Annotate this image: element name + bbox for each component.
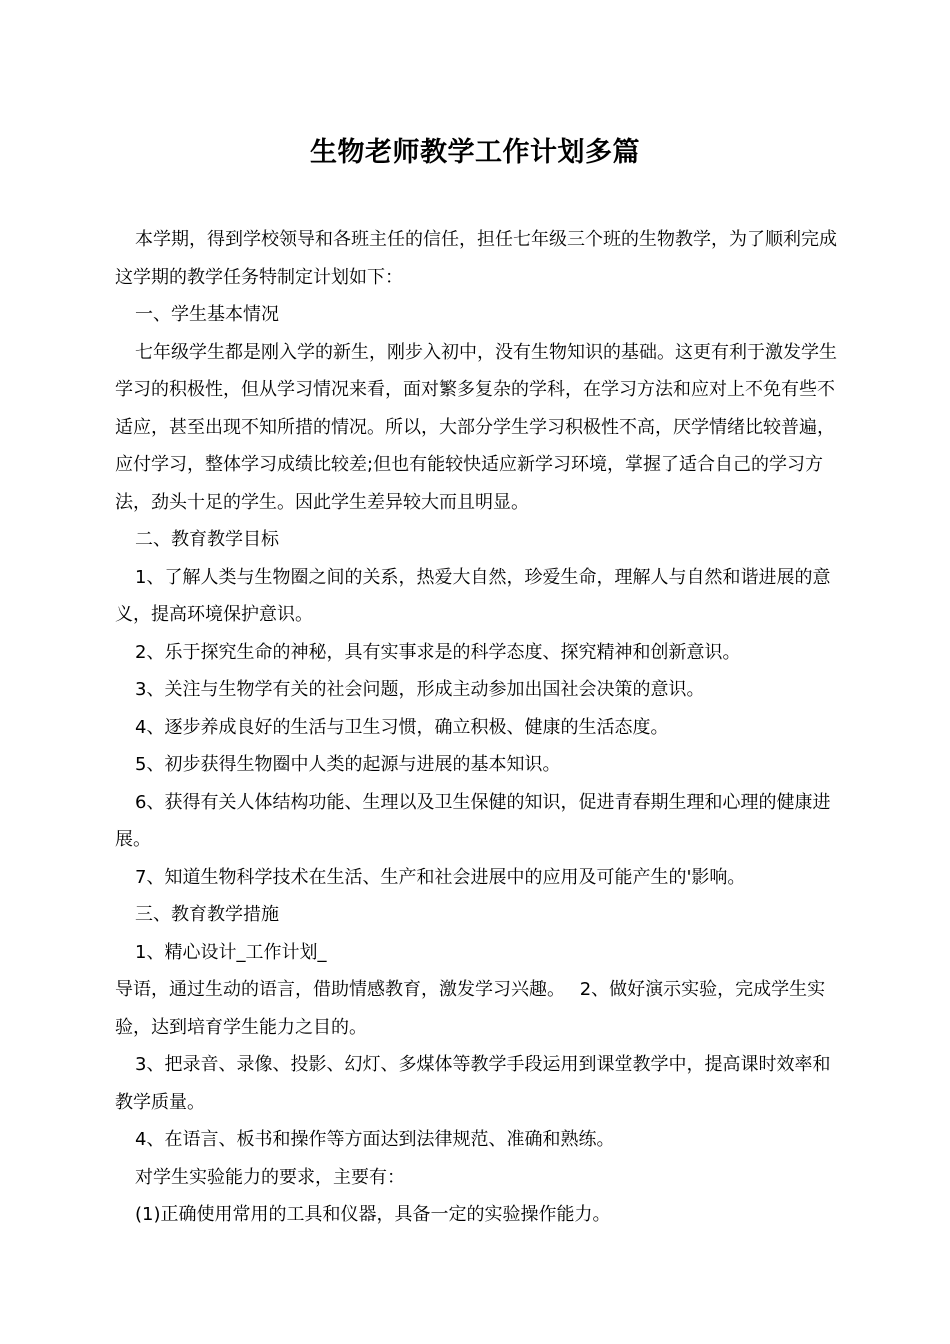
- document-paragraph: 对学生实验能力的要求，主要有：: [135, 1166, 405, 1188]
- document-paragraph: 5、初步获得生物圈中人类的起源与进展的基本知识。: [135, 754, 561, 775]
- document-paragraph: 7、知道生物科学技术在生活、生产和社会进展中的应用及可能产生的'影响。: [135, 866, 746, 888]
- document-title: 生物老师教学工作计划多篇: [310, 137, 640, 168]
- document-paragraph: 本学期，得到学校领导和各班主任的信任，担任七年级三个班的生物教学，为了顺利完成这学期的教学任务特制定计划如下：: [115, 229, 837, 288]
- document-paragraph: (1)正确使用常用的工具和仪器，具备一定的实验操作能力。: [135, 1204, 611, 1225]
- document-body: [115, 221, 839, 1234]
- document-paragraph: 4、逐步养成良好的生活与卫生习惯，确立积极、健康的生活态度。: [135, 716, 669, 738]
- document-paragraph: 三、教育教学措施: [135, 904, 279, 925]
- document-paragraph: 七年级学生都是刚入学的新生，刚步入初中，没有生物知识的基础。这更有利于激发学生学习的积极性，但从学习情况来看，面对繁多复杂的学科，在学习方法和应对上不免有些不适应，甚至出现不知所措的情况。所以，大部分学生学习积极性不高，厌学情绪比较普遍，应付学习，整体学习成绩比较差;但也有能较快适应新学习环境，掌握了适合自己的学习方法，劲头十足的学生。因此学生差异较大而且明显。: [115, 341, 837, 513]
- document-paragraph: 二、教育教学目标: [135, 529, 279, 550]
- document-paragraph: 一、学生基本情况: [135, 304, 279, 325]
- document-paragraph: 6、获得有关人体结构功能、生理以及卫生保健的知识，促进青春期生理和心理的健康进展。: [115, 791, 831, 850]
- document-paragraph: 4、在语言、板书和操作等方面达到法律规范、准确和熟练。: [135, 1129, 615, 1150]
- document-paragraph: 导语，通过生动的语言，借助情感教育，激发学习兴趣。 2、做好演示实验，完成学生实验，达到培育学生能力之目的。: [115, 979, 826, 1038]
- document-paragraph: 3、把录音、录像、投影、幻灯、多煤体等教学手段运用到课堂教学中，提高课时效率和教学质量。: [115, 1054, 831, 1113]
- document-paragraph: 1、精心设计_工作计划_: [135, 941, 327, 963]
- document-paragraph: 2、乐于探究生命的神秘，具有实事求是的科学态度、探究精神和创新意识。: [135, 641, 741, 663]
- document-paragraph: 3、关注与生物学有关的社会问题，形成主动参加出国社会决策的意识。: [135, 679, 705, 700]
- document-paragraph: 1、了解人类与生物圈之间的关系，热爱大自然，珍爱生命，理解人与自然和谐进展的意义，提高环境保护意识。: [115, 566, 831, 625]
